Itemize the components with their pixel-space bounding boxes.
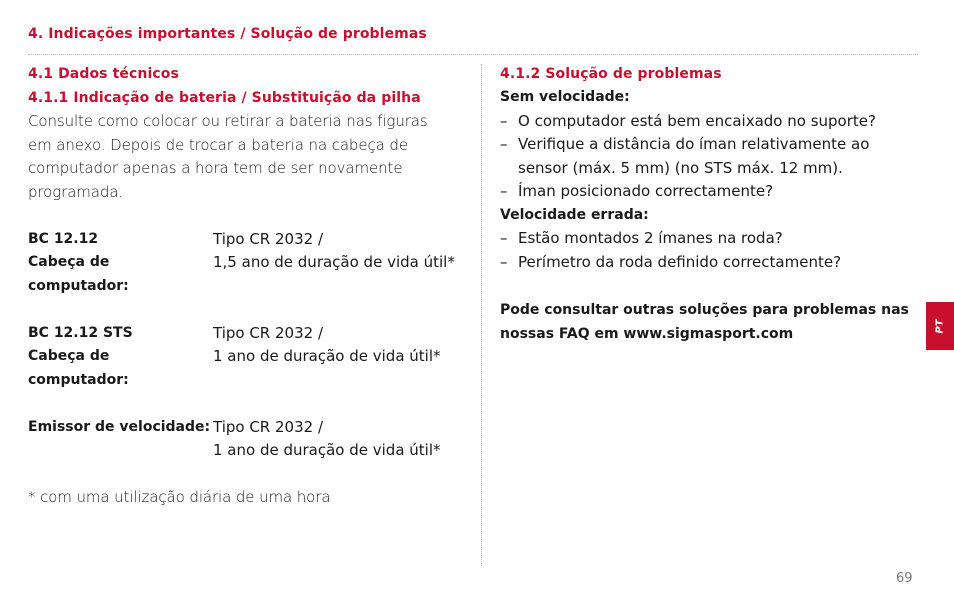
section-title-technical-data: 4.1 Dados técnicos xyxy=(28,66,179,82)
spec-label: Cabeça de computador: xyxy=(28,254,129,294)
spec-label: Emissor de velocidade: xyxy=(28,418,211,435)
language-tab xyxy=(926,302,954,350)
page-number: 69 xyxy=(896,571,913,586)
list-item xyxy=(500,133,910,180)
intro-line: Consulte como colocar ou retirar a bateria nas figuras xyxy=(28,112,428,130)
list-item-text: Estão montados 2 ímanes na roda? xyxy=(518,229,783,247)
list-item-text: Perímetro da roda definido correctamente? xyxy=(518,252,842,271)
list-item xyxy=(500,180,910,204)
right-column xyxy=(500,62,910,346)
spec-row xyxy=(28,322,468,346)
bullet-dash: – xyxy=(500,252,508,271)
bullet-dash: – xyxy=(500,135,508,153)
intro-paragraph xyxy=(28,110,468,204)
spec-label xyxy=(28,439,213,463)
language-tab-label: PT xyxy=(934,318,946,334)
spec-label: Cabeça de computador: xyxy=(28,348,129,388)
main-heading: 4. Indicações importantes / Solução de problemas xyxy=(28,26,427,42)
spec-row xyxy=(28,251,468,298)
column-divider xyxy=(481,64,482,566)
subsection-title-battery: 4.1.1 Indicação de bateria / Substituição da pilha xyxy=(28,90,421,106)
spec-row xyxy=(28,228,468,252)
spec-label: BC 12.12 STS xyxy=(28,324,133,341)
intro-line: programada. xyxy=(28,182,124,201)
spec-value: 1,5 ano de duração de vida útil* xyxy=(213,253,455,271)
list-item-text: sensor (máx. 5 mm) (no STS máx. 12 mm). xyxy=(518,158,843,177)
faq-line: nossas FAQ em www.sigmasport.com xyxy=(500,325,794,342)
section-title-troubleshooting: 4.1.2 Solução de problemas xyxy=(500,66,722,82)
wrong-speed-label: Velocidade errada: xyxy=(500,206,649,223)
list-item xyxy=(500,227,910,251)
list-item-text: Verifique a distância do íman relativamente ao xyxy=(518,135,870,153)
bullet-dash: – xyxy=(500,182,508,200)
left-column xyxy=(28,62,468,510)
no-speed-label: Sem velocidade: xyxy=(500,89,630,105)
spec-row xyxy=(28,345,468,392)
intro-line: em anexo. Depois de trocar a bateria na cabeça de xyxy=(28,135,408,154)
spec-value: 1 ano de duração de vida útil* xyxy=(213,347,441,365)
bullet-dash: – xyxy=(500,111,508,130)
bullet-dash: – xyxy=(500,229,508,247)
spec-value: Tipo CR 2032 / xyxy=(213,229,323,248)
spec-label: BC 12.12 xyxy=(28,230,99,247)
spec-value: Tipo CR 2032 / xyxy=(213,417,323,436)
intro-line: computador apenas a hora tem de ser novamente xyxy=(28,159,403,177)
faq-note xyxy=(500,298,910,346)
list-item-text: Íman posicionado correctamente? xyxy=(518,182,774,200)
top-divider xyxy=(28,54,918,55)
list-item xyxy=(500,251,910,275)
spec-row xyxy=(28,416,468,440)
footnote: * com uma utilização diária de uma hora xyxy=(28,488,331,506)
spec-row xyxy=(28,439,468,463)
faq-line: Pode consultar outras soluções para problemas nas xyxy=(500,301,909,318)
list-item xyxy=(500,110,910,134)
spec-value: Tipo CR 2032 / xyxy=(213,323,323,342)
spec-value: 1 ano de duração de vida útil* xyxy=(213,441,441,459)
list-item-text: O computador está bem encaixado no suporte? xyxy=(518,111,876,130)
